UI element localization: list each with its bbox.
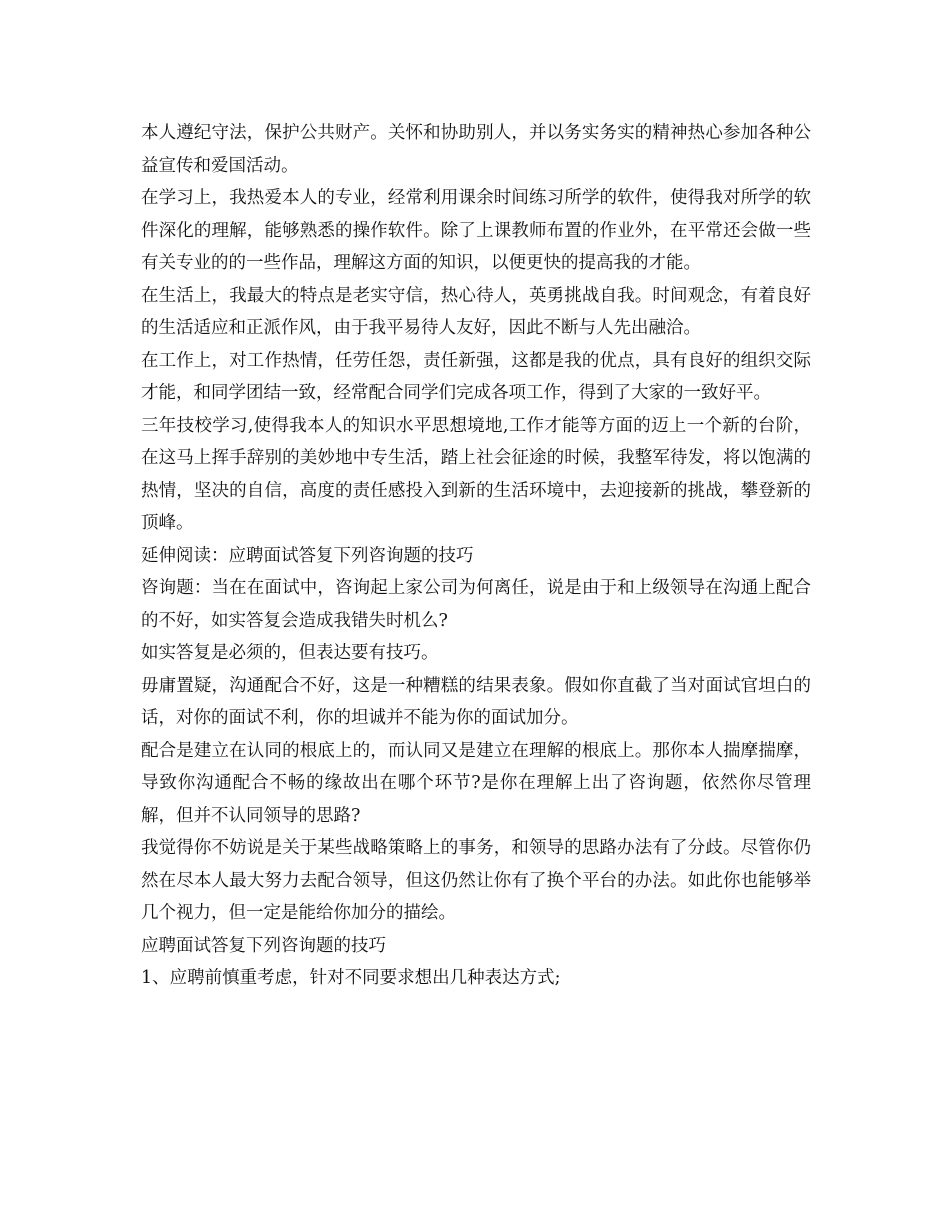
document-body bbox=[141, 117, 811, 995]
paragraph-answer-intro: 如实答复是必须的，但表达要有技巧。 bbox=[141, 643, 439, 663]
paragraph-question: 咨询题：当在在面试中，咨询起上家公司为何离任，说是由于和上级领导在沟通上配合的不好，如实答复会造成我错失时机么? bbox=[141, 578, 811, 631]
paragraph-study: 在学习上，我热爱本人的专业，经常利用课余时间练习所学的软件，使得我对所学的软件深化的理解，能够熟悉的操作软件。除了上课教师布置的作业外，在平常还会做一些有关专业的的一些作品，理解这方面的知识，以便更快的提高我的才能。 bbox=[141, 188, 811, 273]
paragraph-tips-heading: 应聘面试答复下列咨询题的技巧 bbox=[141, 935, 386, 956]
paragraph-answer-3: 我觉得你不妨说是关于某些战略策略上的事务，和领导的思路办法有了分歧。尽管你仍然在尽本人最大努力去配合领导，但这仍然让你有了换个平台的办法。如此你也能够举几个视力，但一定是能给你加分的描绘。 bbox=[141, 838, 811, 923]
paragraph-conduct: 本人遵纪守法，保护公共财产。关怀和协助别人，并以务实务实的精神热心参加各种公益宣传和爱国活动。 bbox=[141, 123, 811, 176]
paragraph-life: 在生活上，我最大的特点是老实守信，热心待人，英勇挑战自我。时间观念，有着良好的生活适应和正派作风，由于我平易待人友好，因此不断与人先出融洽。 bbox=[141, 285, 811, 338]
paragraph-work: 在工作上，对工作热情，任劳任怨，责任新强，这都是我的优点，具有良好的组织交际才能，和同学团结一致，经常配合同学们完成各项工作，得到了大家的一致好平。 bbox=[141, 350, 811, 403]
paragraph-summary: 三年技校学习,使得我本人的知识水平思想境地,工作才能等方面的迈上一个新的台阶，在这马上挥手辞别的美妙地中专生活，踏上社会征途的时候，我整军待发，将以饱满的热情，坚决的自信，高度的责任感投入到新的生活环境中，去迎接新的挑战，攀登新的顶峰。 bbox=[141, 415, 811, 533]
paragraph-answer-2: 配合是建立在认同的根底上的，而认同又是建立在理解的根底上。那你本人揣摩揣摩，导致你沟通配合不畅的缘故出在哪个环节?是你在理解上出了咨询题，依然你尽管理解，但并不认同领导的思路? bbox=[141, 740, 811, 826]
paragraph-answer-1: 毋庸置疑，沟通配合不好，这是一种糟糕的结果表象。假如你直截了当对面试官坦白的话，对你的面试不利，你的坦诚并不能为你的面试加分。 bbox=[141, 675, 811, 728]
paragraph-tip-1: 1、应聘前慎重考虑，针对不同要求想出几种表达方式; bbox=[141, 968, 561, 988]
paragraph-extended-reading-heading: 延伸阅读：应聘面试答复下列咨询题的技巧 bbox=[141, 545, 474, 566]
